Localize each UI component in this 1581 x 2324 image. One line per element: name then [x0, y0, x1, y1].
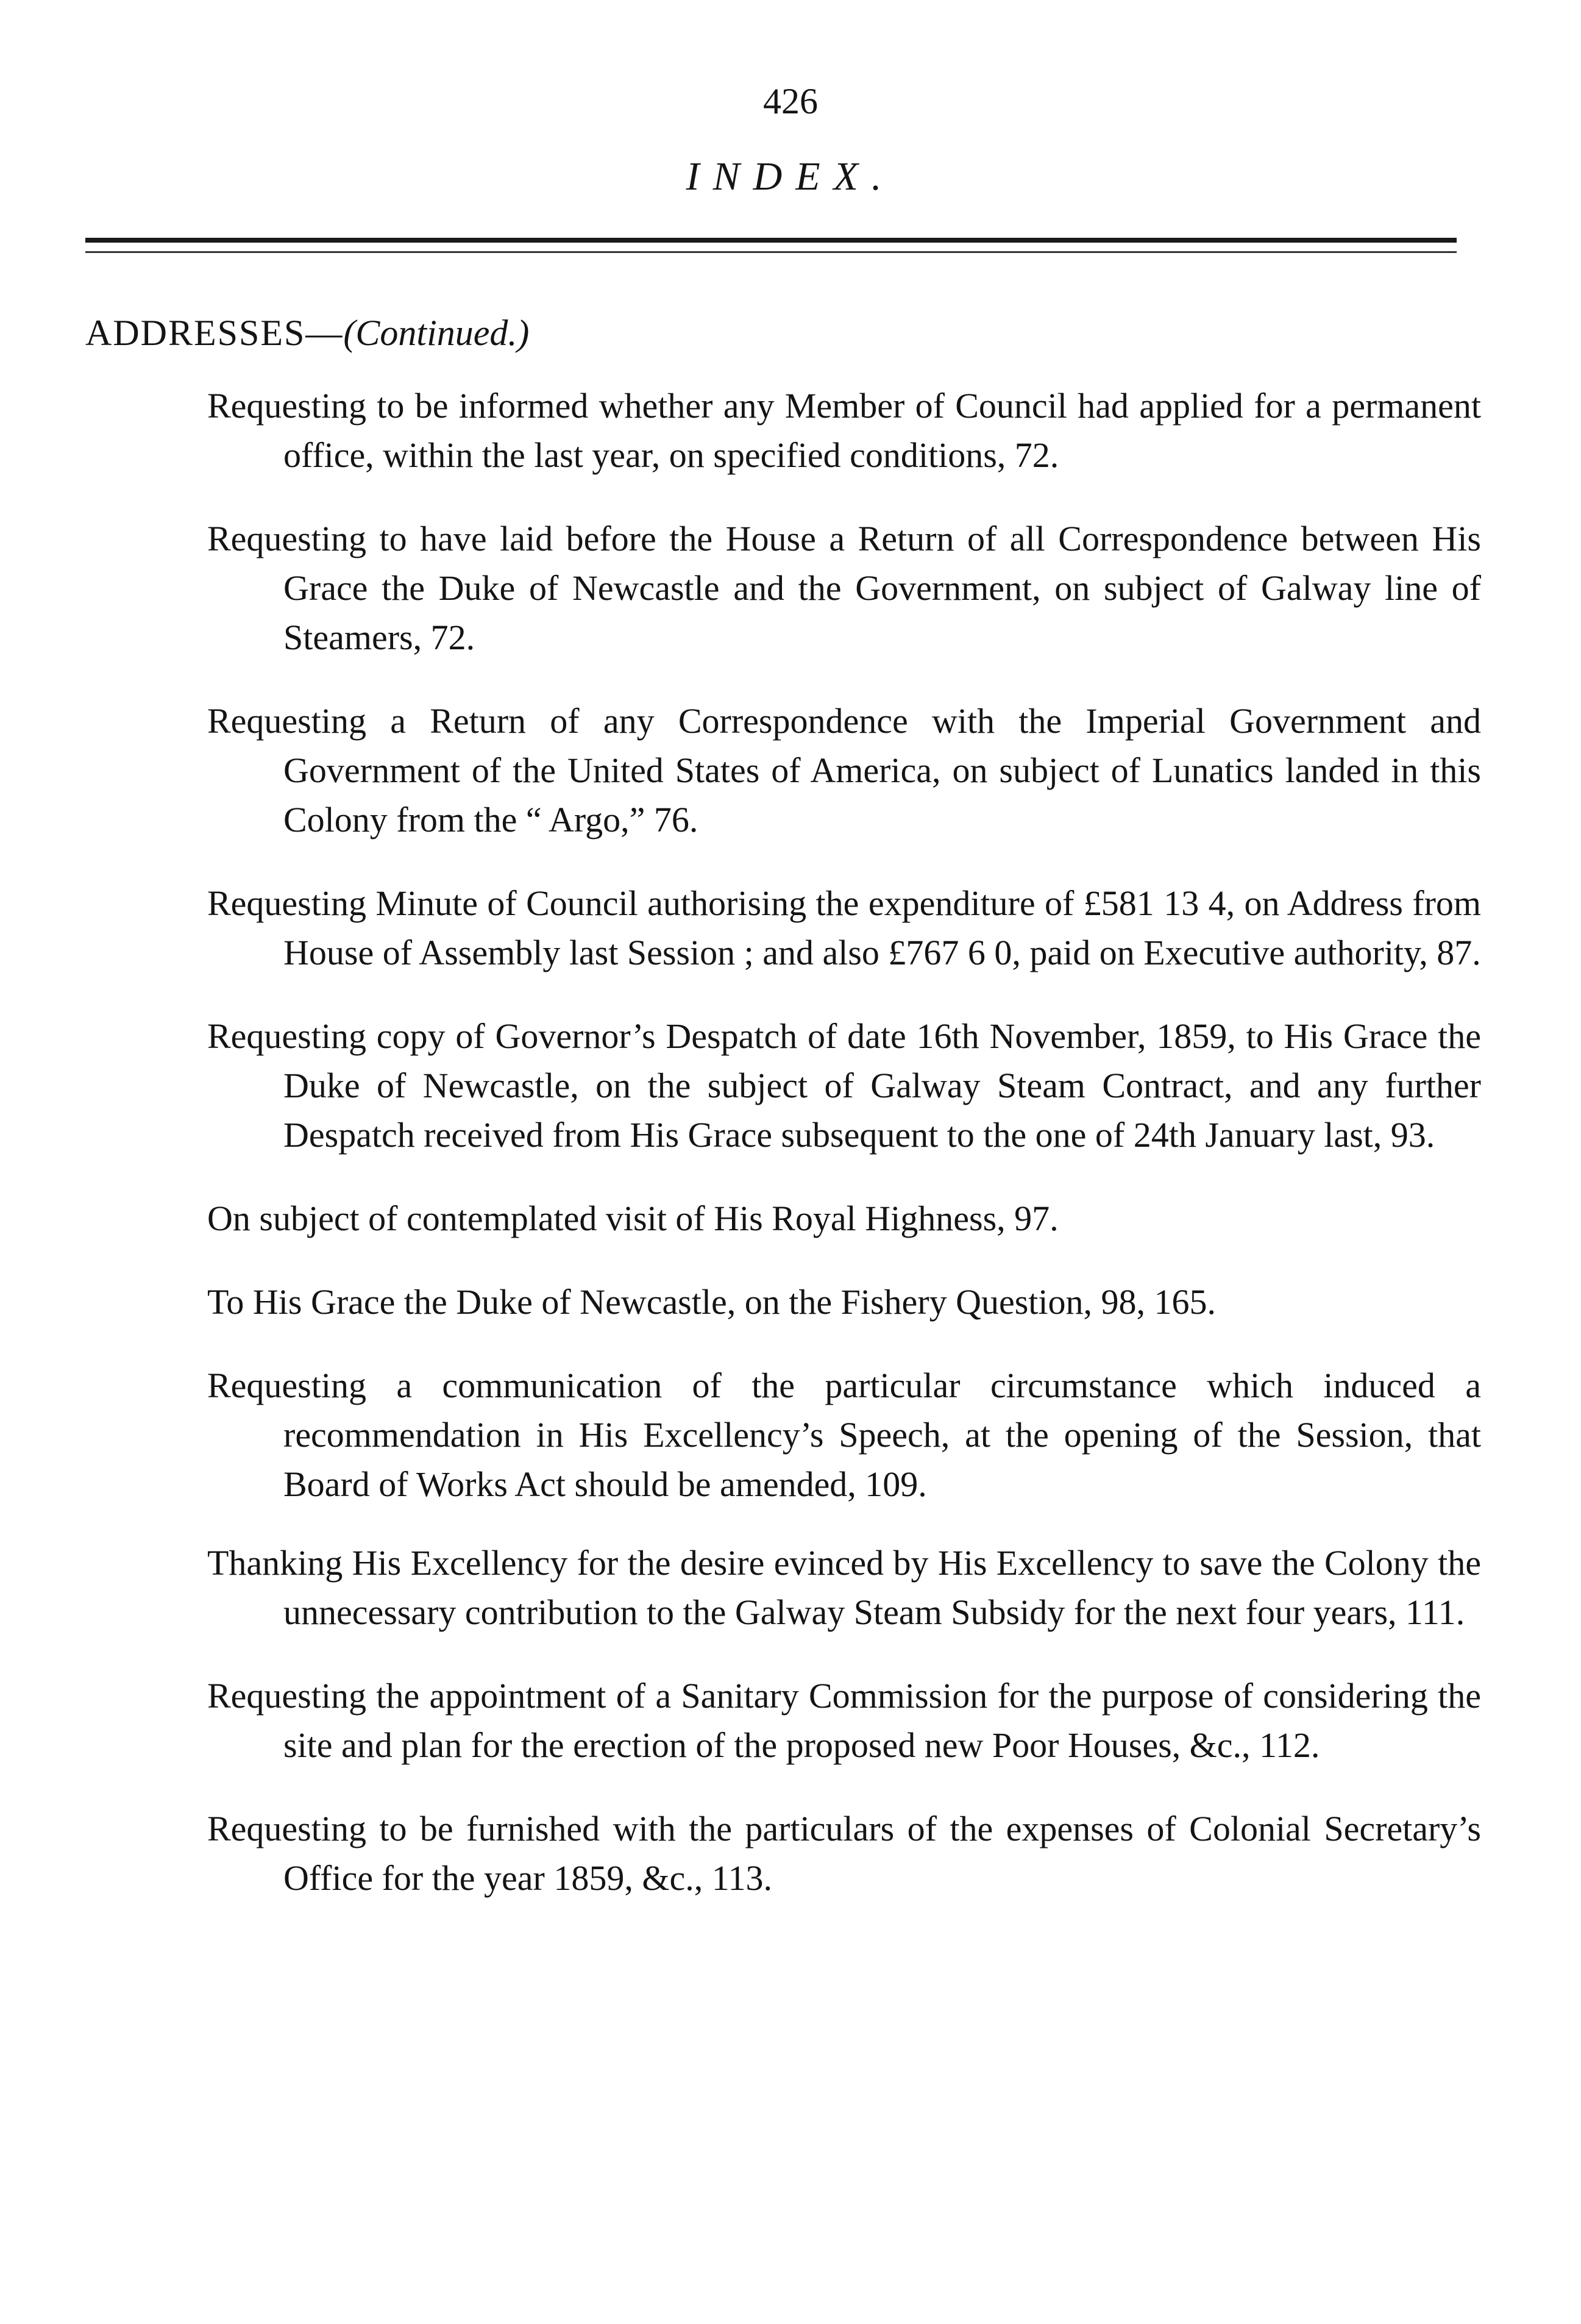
index-entry: Requesting to be informed whether any Member of Council had applied for a permanent office, within the last year, on specified conditions, 72.: [207, 386, 1481, 475]
section-heading-label: ADDRESSES—: [85, 313, 344, 353]
header-rule-thick: [85, 238, 1457, 243]
index-entry: On subject of contemplated visit of His Royal Highness, 97.: [207, 1199, 1059, 1238]
index-entry: To His Grace the Duke of Newcastle, on the Fishery Question, 98, 165.: [207, 1282, 1217, 1322]
header-rule-thin: [85, 251, 1457, 253]
page-title: INDEX.: [686, 154, 895, 199]
index-entry: Thanking His Excellency for the desire evinced by His Excellency to save the Colony the unnecessary contribution to the Galway Steam Subsidy for the next four years, 111.: [207, 1543, 1481, 1632]
index-entry: Requesting a communication of the particular circumstance which induced a recommendation in His Excellency’s Speech, at the opening of the Session, that Board of Works Act should be amended, 109.: [207, 1366, 1481, 1504]
index-entry: Requesting copy of Governor’s Despatch of date 16th November, 1859, to His Grace the Duke of Newcastle, on the subject of Galway Steam Contract, and any further Despatch received from His Grace subsequent to the one of 24th January last, 93.: [207, 1016, 1481, 1155]
page-number: 426: [763, 81, 818, 121]
index-entries: [207, 381, 1481, 1937]
section-continued-label: (Continued.): [343, 313, 530, 353]
index-entry: Requesting to be furnished with the particulars of the expenses of Colonial Secretary’s Office for the year 1859, &c., 113.: [207, 1809, 1481, 1898]
index-entry: Requesting a Return of any Correspondence with the Imperial Government and Government of the United States of America, on subject of Lunatics landed in this Colony from the “ Argo,” 76.: [207, 701, 1481, 839]
section-heading: [85, 310, 529, 356]
index-entry: Requesting to have laid before the House a Return of all Correspondence between His Grace the Duke of Newcastle and the Government, on subject of Galway line of Steamers, 72.: [207, 519, 1481, 657]
index-entry: Requesting the appointment of a Sanitary Commission for the purpose of considering the site and plan for the erection of the proposed new Poor Houses, &c., 112.: [207, 1676, 1481, 1765]
index-entry: Requesting Minute of Council authorising the expenditure of £581 13 4, on Address from House of Assembly last Session ; and also £767 6 0, paid on Executive authority, 87.: [207, 883, 1481, 972]
